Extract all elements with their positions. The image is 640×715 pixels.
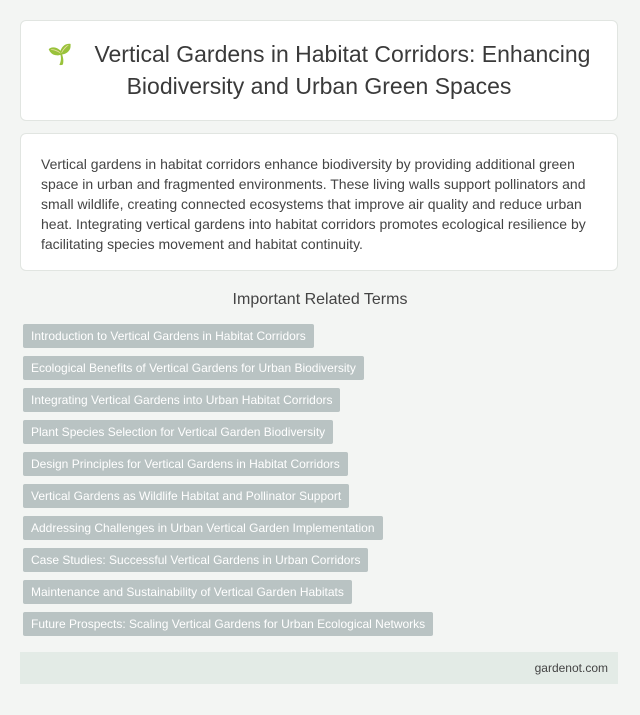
page-title-text: Vertical Gardens in Habitat Corridors: Enhancing Biodiversity and Urban Green Spaces [94, 41, 591, 99]
related-term-tag[interactable]: Integrating Vertical Gardens into Urban Habitat Corridors [23, 388, 340, 412]
related-term-tag[interactable]: Addressing Challenges in Urban Vertical Garden Implementation [23, 516, 383, 540]
related-term-tag[interactable]: Plant Species Selection for Vertical Garden Biodiversity [23, 420, 333, 444]
related-term-tag[interactable]: Design Principles for Vertical Gardens in Habitat Corridors [23, 452, 348, 476]
related-terms-list [23, 324, 623, 644]
page-title [21, 39, 617, 102]
related-terms-heading: Important Related Terms [232, 291, 408, 308]
related-term-tag[interactable]: Introduction to Vertical Gardens in Habitat Corridors [23, 324, 314, 348]
footer-site-link[interactable]: gardenot.com [534, 661, 608, 675]
footer [20, 652, 618, 684]
related-term-tag[interactable]: Future Prospects: Scaling Vertical Gardens for Urban Ecological Networks [23, 612, 433, 636]
related-term-tag[interactable]: Case Studies: Successful Vertical Gardens in Urban Corridors [23, 548, 368, 572]
seedling-icon: 🌱 [47, 44, 73, 66]
summary-card [20, 133, 618, 271]
summary-text: Vertical gardens in habitat corridors enhance biodiversity by providing additional green space in urban and fragmented environments. These living walls support pollinators and small wildlife, creating connected ecosystems that improve air quality and reduce urban heat. Integrating vertical gardens into habitat corridors promotes ecological resilience by facilitating species movement and habitat continuity. [41, 156, 586, 252]
related-term-tag[interactable]: Ecological Benefits of Vertical Gardens for Urban Biodiversity [23, 356, 364, 380]
related-term-tag[interactable]: Maintenance and Sustainability of Vertical Garden Habitats [23, 580, 352, 604]
title-card [20, 20, 618, 121]
related-term-tag[interactable]: Vertical Gardens as Wildlife Habitat and Pollinator Support [23, 484, 349, 508]
